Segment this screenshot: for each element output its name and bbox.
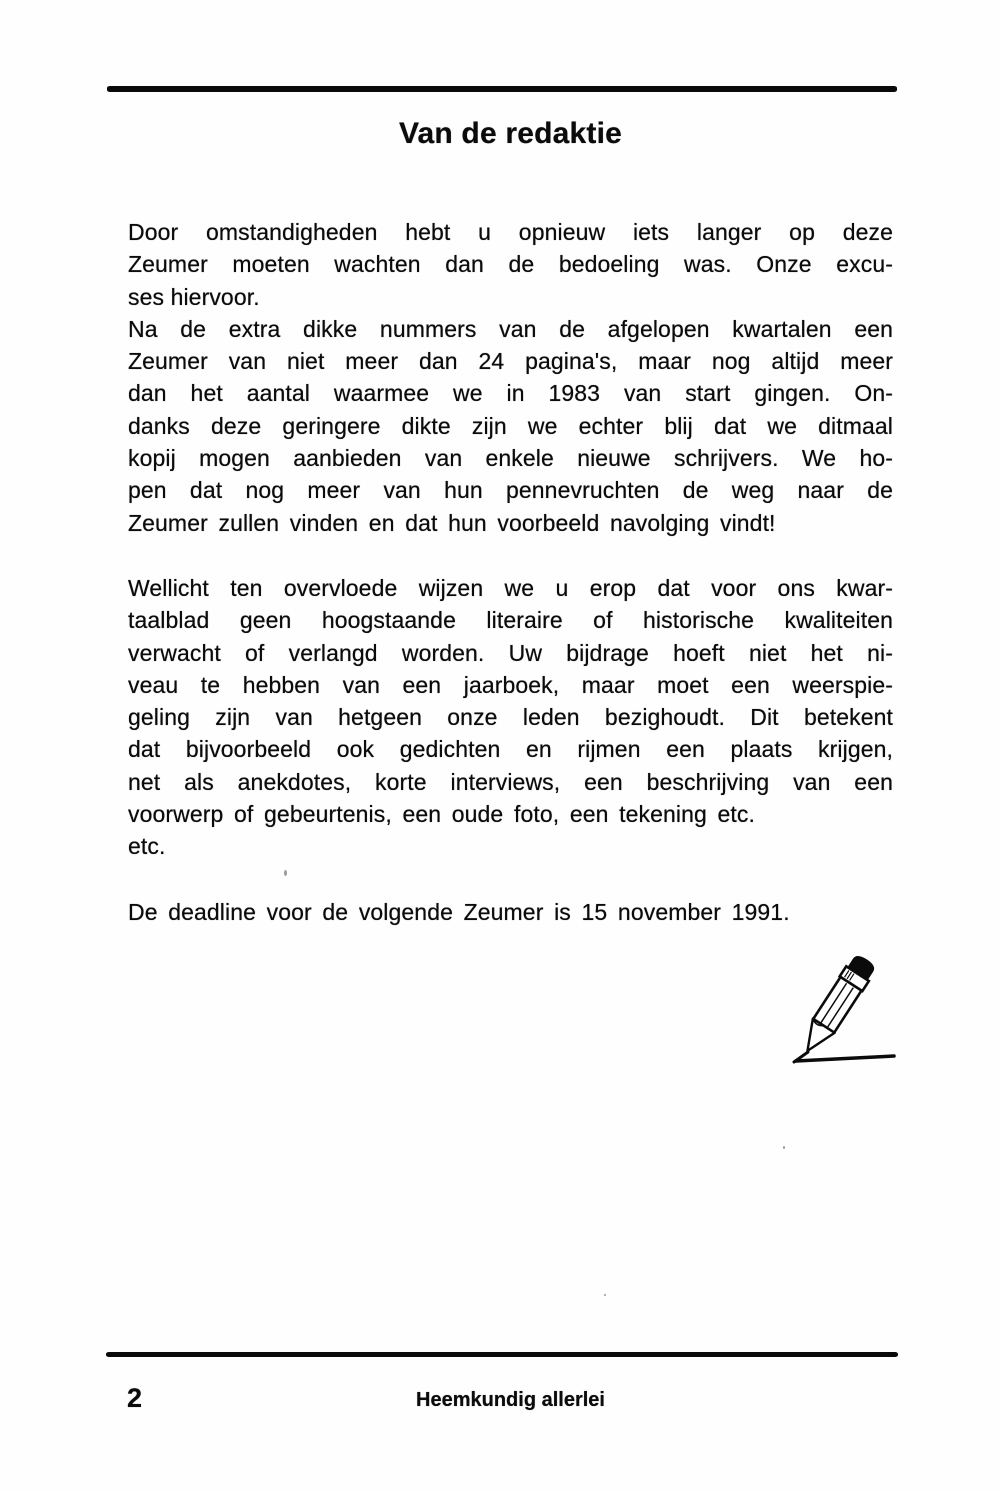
footer-running-title: Heemkundig allerlei	[416, 1389, 605, 1411]
text-line: dan het aantal waarmee we in 1983 van start gingen. On-	[128, 380, 893, 407]
text-line: verwacht of verlangd worden. Uw bijdrage hoeft niet het ni-	[128, 639, 893, 666]
text-line: net als anekdotes, korte interviews, een beschrijving van een	[128, 768, 893, 795]
paragraph-2	[128, 572, 893, 863]
text-line: geling zijn van hetgeen onze leden bezighoudt. Dit betekent	[128, 704, 893, 731]
text-line: etc.	[128, 833, 166, 860]
page-number: 2	[127, 1383, 143, 1413]
text-line: Na de extra dikke nummers van de afgelopen kwartalen een	[128, 315, 893, 342]
scan-speck	[284, 870, 287, 876]
page-title: Van de redaktie	[398, 117, 623, 150]
text-line: voorwerp of gebeurtenis, een oude foto, een tekening etc.	[128, 801, 756, 828]
paragraph-3	[128, 896, 893, 928]
bottom-rule	[106, 1352, 898, 1357]
text-line: De deadline voor de volgende Zeumer is 15 november 1991.	[128, 898, 790, 925]
scan-speck	[783, 1146, 785, 1149]
text-line: Zeumer zullen vinden en dat hun voorbeeld navolging vindt!	[128, 509, 776, 536]
top-rule	[107, 86, 897, 92]
text-line: Door omstandigheden hebt u opnieuw iets langer op deze	[128, 219, 893, 245]
text-line: pen dat nog meer van hun pennevruchten de weg naar de	[128, 477, 893, 504]
scan-speck	[604, 1294, 606, 1296]
text-line: danks deze geringere dikte zijn we echter blij dat we ditmaal	[128, 412, 893, 439]
text-line: taalblad geen hoogstaande literaire of historische kwaliteiten	[128, 607, 893, 634]
text-line: dat bijvoorbeeld ook gedichten en rijmen een plaats krijgen,	[128, 736, 893, 763]
pencil-icon	[778, 938, 906, 1073]
paragraph-1	[128, 216, 893, 539]
text-line: veau te hebben van een jaarboek, maar moet een weerspie-	[128, 671, 893, 698]
text-line: Wellicht ten overvloede wijzen we u erop dat voor ons kwar-	[128, 574, 893, 601]
text-line: Zeumer moeten wachten dan de bedoeling was. Onze excu-	[128, 251, 893, 278]
text-line: ses hiervoor.	[128, 283, 260, 310]
article-body	[128, 216, 893, 928]
text-line: kopij mogen aanbieden van enkele nieuwe schrijvers. We ho-	[128, 445, 893, 472]
text-line: Zeumer van niet meer dan 24 pagina's, maar nog altijd meer	[128, 348, 893, 375]
